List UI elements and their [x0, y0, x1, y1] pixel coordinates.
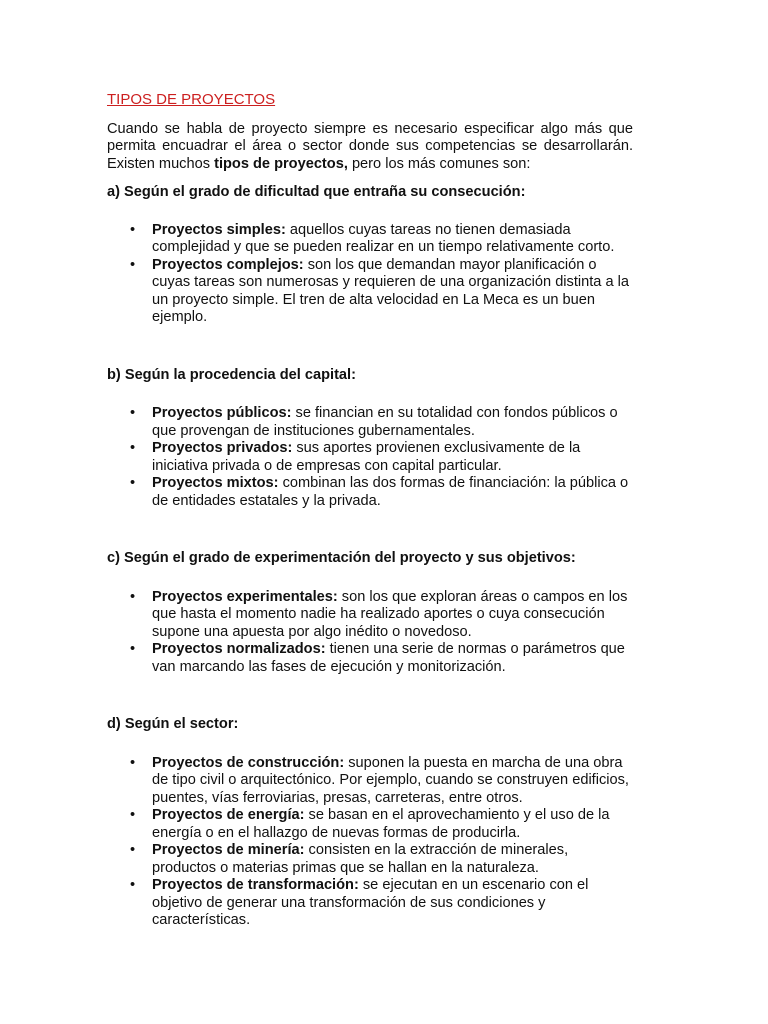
item-term: Proyectos de construcción: — [152, 754, 345, 771]
section-list — [107, 405, 633, 510]
section-heading: c) Según el grado de experimentación del proyecto y sus objetivos: — [107, 550, 576, 566]
intro-bold-text: tipos de proyectos, — [214, 155, 348, 172]
section-experimentacion — [107, 550, 633, 676]
bullet-icon: • — [130, 440, 136, 456]
section-sector — [107, 716, 633, 930]
list-item — [107, 222, 633, 257]
item-text: combinan las dos formas de financiación: la pública o de entidades estatales y la privada. — [152, 475, 629, 509]
intro-text-after: pero los más comunes son: — [347, 155, 531, 172]
item-text: aquellos cuyas tareas no tienen demasiada complejidad y que se pueden realizar en un tiempo relativamente corto. — [152, 221, 615, 255]
item-text: son los que demandan mayor planificación o cuyas tareas son numerosas y requieren de una organización distinta a la un proyecto simple. El tren de alta velocidad en La Meca es un buen ejemplo. — [152, 256, 630, 325]
list-item — [107, 589, 633, 642]
bullet-icon: • — [130, 256, 136, 273]
item-text: se ejecutan en un escenario con el objetivo de generar una transformación de sus condiciones y características. — [152, 877, 589, 928]
list-item — [107, 842, 633, 877]
item-text: tienen una serie de normas o parámetros que van marcando las fases de ejecución y monitorización. — [152, 641, 625, 675]
document-page — [107, 91, 633, 930]
item-term: Proyectos de energía: — [152, 807, 305, 823]
section-list — [107, 589, 633, 677]
section-heading: b) Según la procedencia del capital: — [107, 366, 356, 383]
item-term: Proyectos mixtos: — [152, 475, 279, 491]
list-item — [107, 257, 633, 327]
list-item — [107, 877, 633, 930]
bullet-icon: • — [130, 807, 136, 823]
list-item — [107, 475, 633, 510]
bullet-icon: • — [130, 877, 136, 893]
item-term: Proyectos complejos: — [152, 256, 304, 273]
item-term: Proyectos públicos: — [152, 405, 292, 421]
list-item — [107, 755, 633, 808]
bullet-icon: • — [130, 475, 136, 491]
item-text: consisten en la extracción de minerales, productos o materias primas que se hallan en la naturaleza. — [152, 842, 569, 876]
section-capital — [107, 367, 633, 511]
list-item — [107, 440, 633, 475]
item-text: se financian en su totalidad con fondos públicos o que provengan de instituciones gubernamentales. — [152, 405, 618, 439]
item-text: son los que exploran áreas o campos en los que hasta el momento nadie ha realizado aportes o cuya consecución supone una apuesta por algo inédito o novedoso. — [152, 588, 628, 640]
bullet-icon: • — [130, 842, 136, 858]
item-term: Proyectos experimentales: — [152, 588, 338, 605]
intro-text-before: Cuando se habla de proyecto siempre es necesario especificar algo más que permita encuadrar el área o sector donde sus competencias se desarrollarán. Existen muchos — [107, 120, 633, 172]
bullet-icon: • — [130, 221, 136, 238]
list-item — [107, 807, 633, 842]
item-term: Proyectos privados: — [152, 440, 293, 456]
item-term: Proyectos de minería: — [152, 842, 305, 858]
item-text: sus aportes provienen exclusivamente de la iniciativa privada o de empresas con capital particular. — [152, 440, 581, 474]
list-item — [107, 405, 633, 440]
intro-paragraph — [107, 121, 633, 174]
bullet-icon: • — [130, 588, 136, 605]
section-list — [107, 755, 633, 930]
list-item — [107, 641, 633, 676]
bullet-icon: • — [130, 405, 136, 421]
section-dificultad — [107, 184, 633, 327]
item-text: suponen la puesta en marcha de una obra de tipo civil o arquitectónico. Por ejemplo, cuando se construyen edificios, puentes, vías ferroviarias, presas, carreteras, entre otros. — [152, 754, 629, 806]
section-heading: d) Según el sector: — [107, 716, 239, 732]
section-list — [107, 222, 633, 327]
item-term: Proyectos simples: — [152, 221, 286, 238]
document-title: TIPOS DE PROYECTOS — [107, 91, 276, 108]
bullet-icon: • — [130, 641, 136, 657]
section-heading: a) Según el grado de dificultad que entraña su consecución: — [107, 184, 526, 200]
bullet-icon: • — [130, 754, 136, 771]
item-term: Proyectos de transformación: — [152, 877, 359, 893]
item-term: Proyectos normalizados: — [152, 641, 326, 657]
item-text: se basan en el aprovechamiento y el uso de la energía o en el hallazgo de nuevas formas de producirla. — [152, 807, 610, 841]
